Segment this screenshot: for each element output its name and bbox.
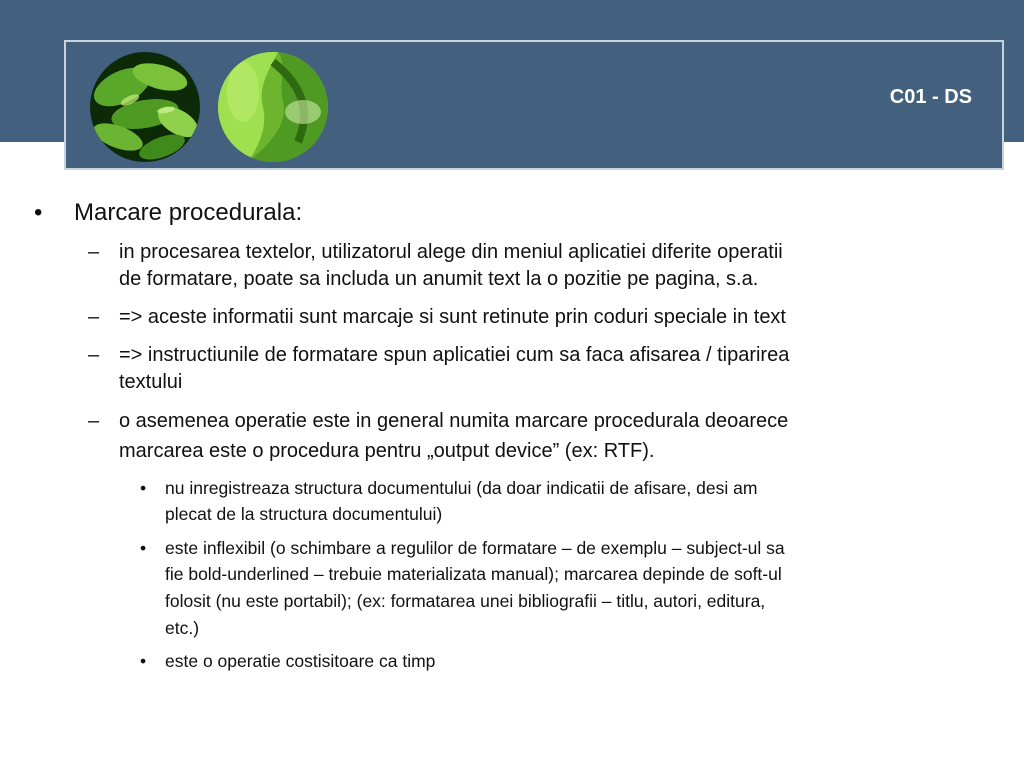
leaf-photo-right-image [218, 52, 328, 162]
slide-tag: C01 - DS [889, 86, 972, 108]
small-bullet-marker: • [140, 651, 147, 671]
bullet-marker: • [34, 199, 43, 226]
level3-line: fie bold-underlined – trebuie materializata manual); marcarea depinde de soft-ul [165, 564, 782, 584]
level2-line: textului [119, 371, 183, 393]
dash-marker: – [88, 306, 100, 328]
level1-heading: Marcare procedurala: [74, 199, 303, 226]
level2-line: => aceste informatii sunt marcaje si sunt retinute prin coduri speciale in text [119, 306, 786, 328]
small-bullet-marker: • [140, 478, 147, 498]
level3-line: este inflexibil (o schimbare a regulilor de formatare – de exemplu – subject-ul sa [165, 538, 785, 558]
small-bullet-marker: • [140, 538, 147, 558]
level3-line: etc.) [165, 618, 200, 638]
leaf-photo-left-image [90, 52, 200, 162]
level3-line: plecat de la structura documentului) [165, 504, 443, 524]
dash-marker: – [88, 410, 100, 432]
level2-line: de formatare, poate sa includa un anumit text la o pozitie pe pagina, s.a. [119, 268, 759, 290]
level2-line: => instructiunile de formatare spun aplicatiei cum sa faca afisarea / tiparirea [119, 344, 790, 366]
level2-line: in procesarea textelor, utilizatorul alege din meniul aplicatiei diferite operatii [119, 241, 783, 263]
level3-line: folosit (nu este portabil); (ex: formatarea unei bibliografii – titlu, autori, editura, [165, 591, 766, 611]
level3-line: nu inregistreaza structura documentului (da doar indicatii de afisare, desi am [165, 478, 758, 498]
level2-line: o asemenea operatie este in general numita marcare procedurala deoarece [119, 410, 789, 432]
level3-line: este o operatie costisitoare ca timp [165, 651, 436, 671]
header-frame [64, 40, 1004, 170]
dash-marker: – [88, 344, 100, 366]
level2-line: marcarea este o procedura pentru „output device” (ex: RTF). [119, 440, 655, 462]
dash-marker: – [88, 241, 100, 263]
